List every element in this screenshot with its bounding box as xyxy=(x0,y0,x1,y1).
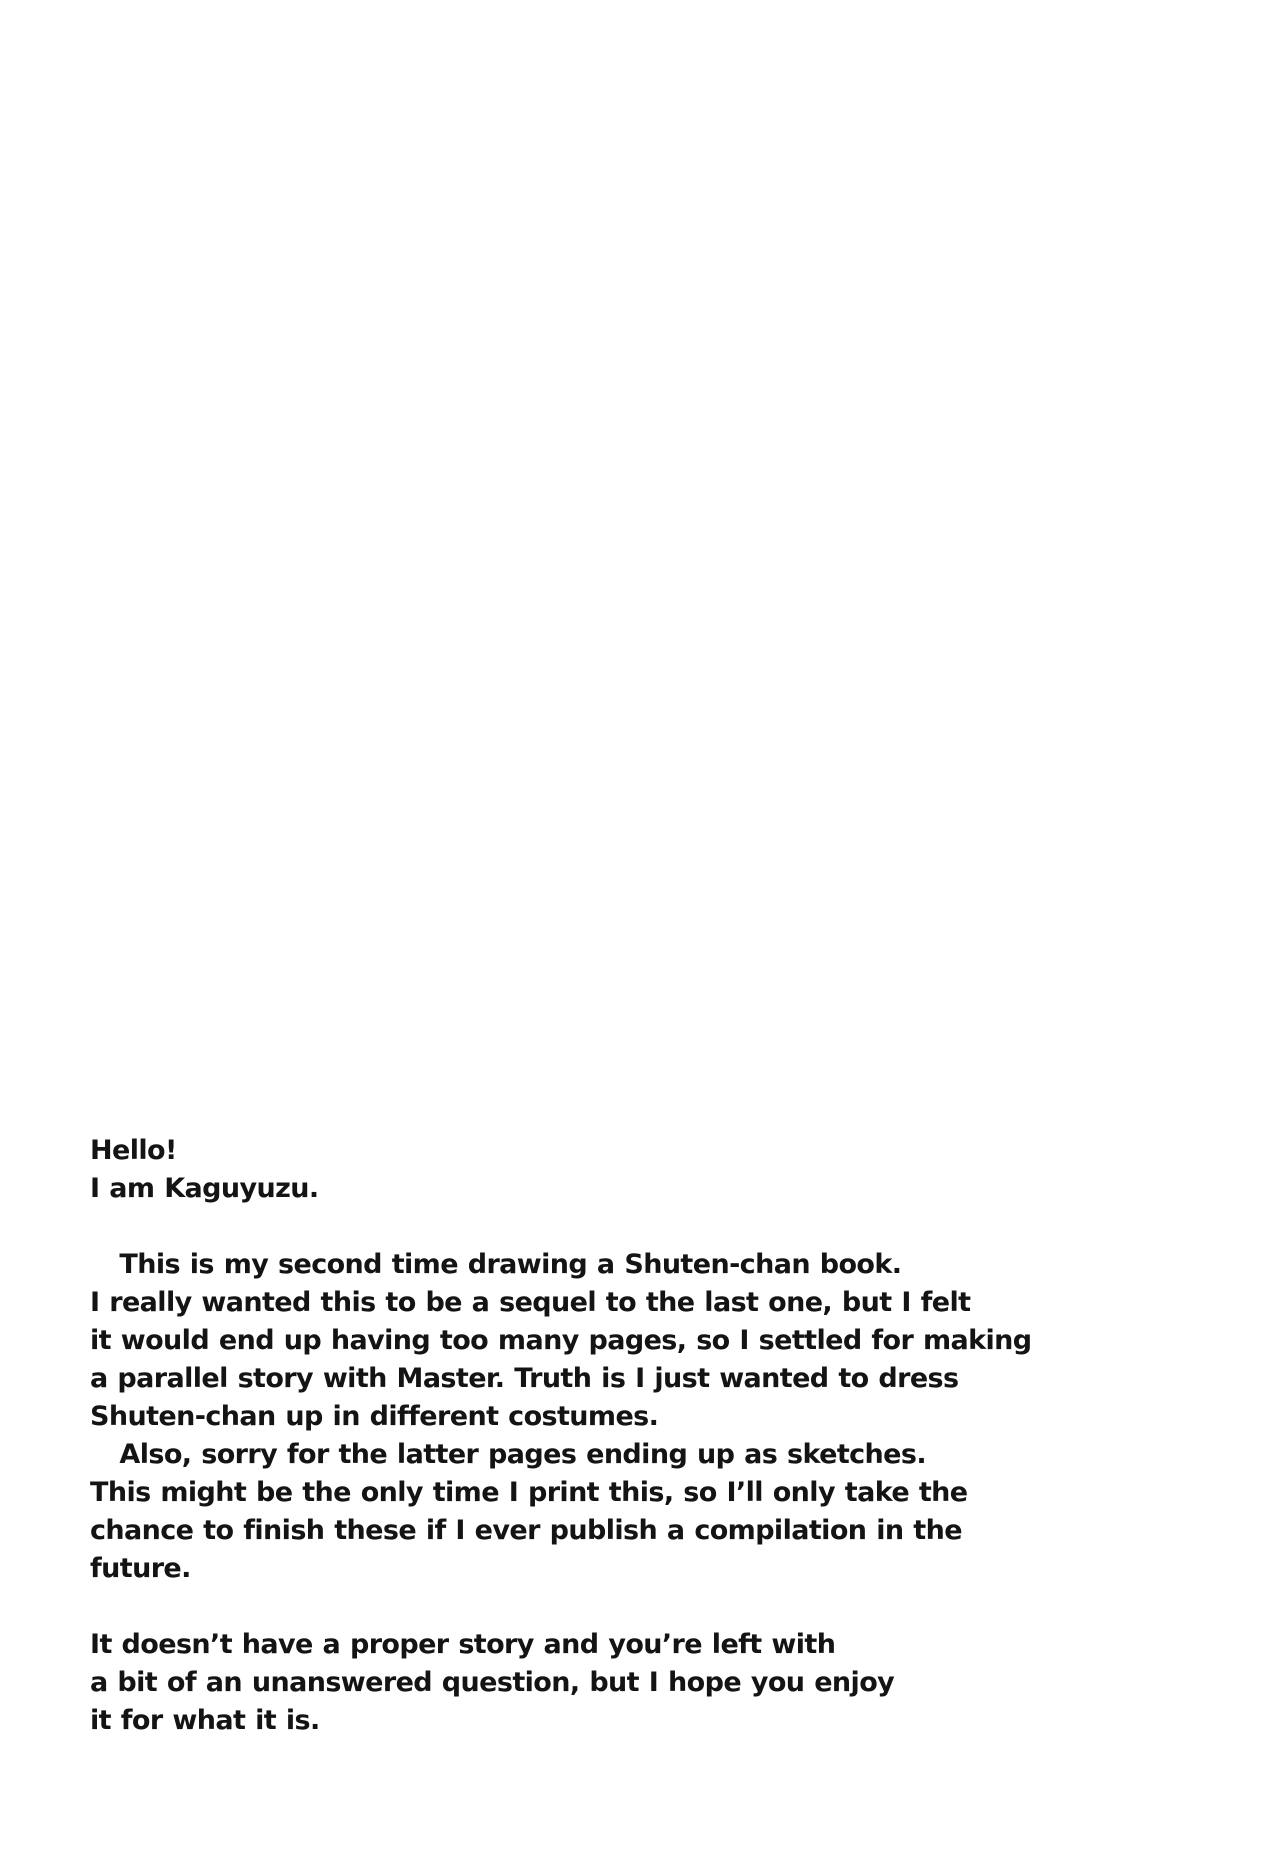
afterword-line: It doesn’t have a proper story and you’re left with xyxy=(90,1629,836,1660)
afterword-line: it would end up having too many pages, so I settled for making xyxy=(90,1325,1032,1356)
afterword-line: it for what it is. xyxy=(90,1705,320,1736)
afterword-line: Also, sorry for the latter pages ending up as sketches. xyxy=(90,1439,926,1470)
afterword-line: a parallel story with Master. Truth is I just wanted to dress xyxy=(90,1363,959,1394)
afterword-line: Hello! xyxy=(90,1135,177,1166)
afterword-line: I am Kaguyuzu. xyxy=(90,1173,319,1204)
afterword-line: This might be the only time I print this, so I’ll only take the xyxy=(90,1477,968,1508)
afterword-line: Shuten-chan up in different costumes. xyxy=(90,1401,659,1432)
afterword-line: This is my second time drawing a Shuten-chan book. xyxy=(90,1249,902,1280)
afterword-line-blank xyxy=(90,1208,1190,1246)
afterword-line: I really wanted this to be a sequel to the last one, but I felt xyxy=(90,1287,971,1318)
afterword-line: future. xyxy=(90,1553,191,1584)
afterword-text-block xyxy=(90,1132,1190,1740)
afterword-line: chance to finish these if I ever publish a compilation in the xyxy=(90,1515,962,1546)
afterword-line: a bit of an unanswered question, but I hope you enjoy xyxy=(90,1667,895,1698)
afterword-line-blank xyxy=(90,1588,1190,1626)
